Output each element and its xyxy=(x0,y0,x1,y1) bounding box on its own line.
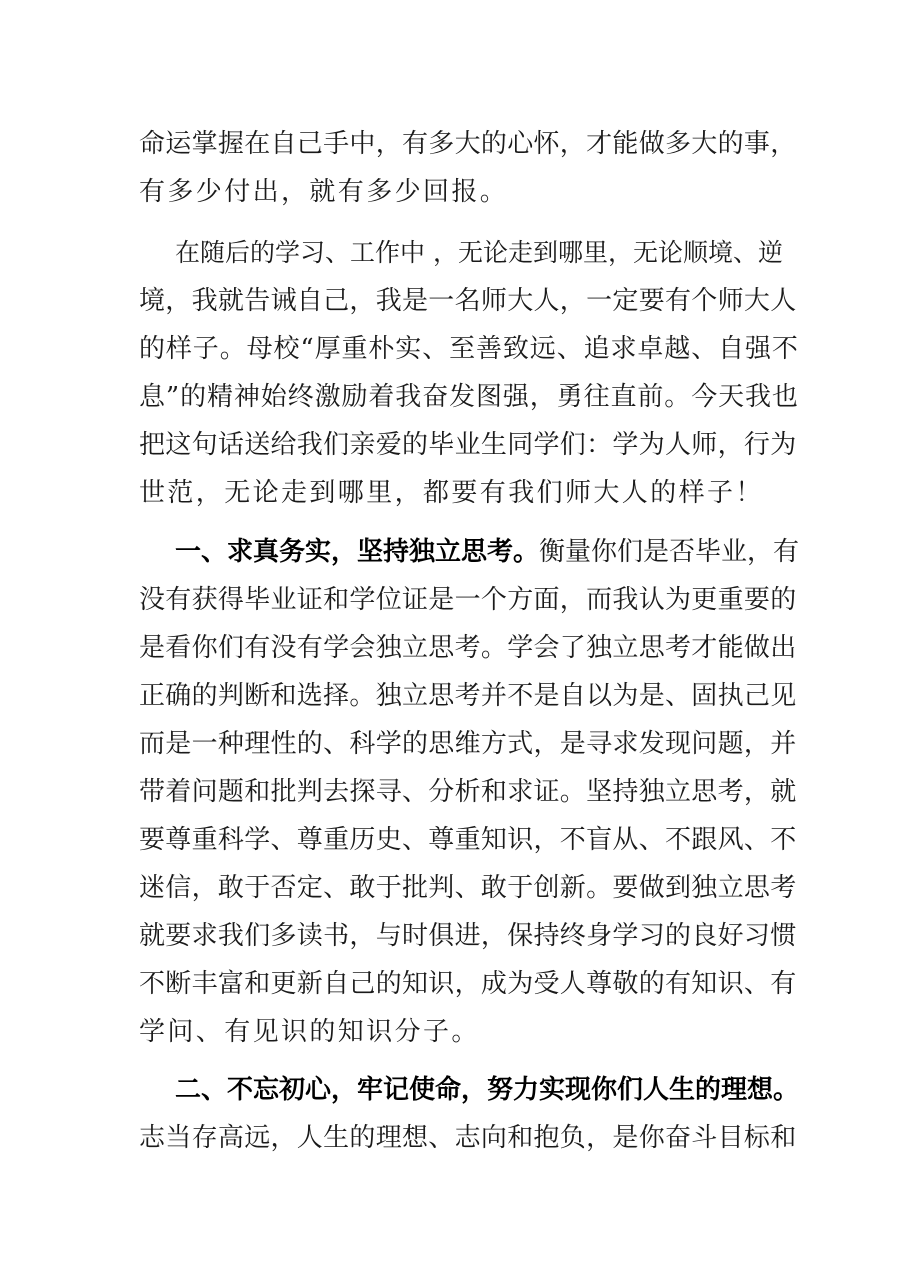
paragraph-line xyxy=(0,423,909,467)
paragraph-line xyxy=(0,770,909,814)
line-text: 要尊重科学、尊重历史、尊重知识，不盲从、不跟风、不 xyxy=(139,825,797,855)
section-one-line xyxy=(175,530,799,574)
line-text: 而是一种理性的、科学的思维方式，是寻求发现问题，并 xyxy=(139,729,797,759)
paragraph-line xyxy=(0,1116,909,1160)
line-text: 就要求我们多读书，与时俱进，保持终身学习的良好习惯 xyxy=(139,921,797,951)
line-text: 在随后的学习、工作中 ，无论走到哪里，无论顺境、逆 xyxy=(175,238,783,267)
paragraph-line xyxy=(0,375,909,419)
line-text: 世范，无论走到哪里，都要有我们师大人的样子！ xyxy=(139,478,764,508)
paragraph-line xyxy=(0,1010,909,1054)
line-text: 把这句话送给我们亲爱的毕业生同学们：学为人师，行为 xyxy=(139,430,797,460)
paragraph-line xyxy=(0,722,909,766)
paragraph-line xyxy=(0,327,909,371)
paragraph-line xyxy=(0,471,909,515)
paragraph-line xyxy=(0,962,909,1006)
paragraph-line xyxy=(0,279,909,323)
paragraph-line xyxy=(0,170,909,214)
line-text: 迷信，敢于否定、敢于批判、敢于创新。要做到独立思考 xyxy=(139,873,797,903)
line-text: 带着问题和批判去探寻、分析和求证。坚持独立思考，就 xyxy=(139,777,797,807)
line-text: 命运掌握在自己手中，有多大的心怀，才能做多大的事， xyxy=(139,129,797,159)
section-one-heading: 一、求真务实，坚持独立思考。 xyxy=(175,537,540,567)
line-text: 的样子。母校“厚重朴实、至善致远、追求卓越、自强不 xyxy=(139,334,799,364)
line-text: 息”的精神始终激励着我奋发图强，勇往直前。今天我也 xyxy=(139,382,799,412)
paragraph-line xyxy=(0,578,909,622)
line-text: 没有获得毕业证和学位证是一个方面，而我认为更重要的 xyxy=(139,585,797,615)
section-two-line xyxy=(175,1068,799,1112)
line-text: 衡量你们是否毕业，有 xyxy=(539,537,800,567)
line-text: 境，我就告诫自己，我是一名师大人，一定要有个师大人 xyxy=(139,286,797,316)
line-text: 有多少付出，就有多少回报。 xyxy=(139,177,509,207)
section-two-heading: 二、不忘初心，牢记使命，努力实现你们人生的理想。 xyxy=(175,1075,800,1105)
paragraph-line xyxy=(0,122,909,166)
paragraph-line xyxy=(0,674,909,718)
section-heading-line xyxy=(0,530,909,574)
line-text: 不断丰富和更新自己的知识，成为受人尊敬的有知识、有 xyxy=(139,969,797,999)
section-heading-line xyxy=(0,1068,909,1112)
paragraph-line xyxy=(0,914,909,958)
paragraph-line xyxy=(0,626,909,670)
paragraph-line xyxy=(0,866,909,910)
line-text: 是看你们有没有学会独立思考。学会了独立思考才能做出 xyxy=(139,633,797,663)
line-text: 学问、有见识的知识分子。 xyxy=(139,1017,480,1047)
paragraph-line xyxy=(0,231,909,275)
line-text: 志当存高远，人生的理想、志向和抱负，是你奋斗目标和 xyxy=(139,1123,797,1153)
line-text: 正确的判断和选择。独立思考并不是自以为是、固执己见 xyxy=(139,681,797,711)
paragraph-line xyxy=(0,818,909,862)
